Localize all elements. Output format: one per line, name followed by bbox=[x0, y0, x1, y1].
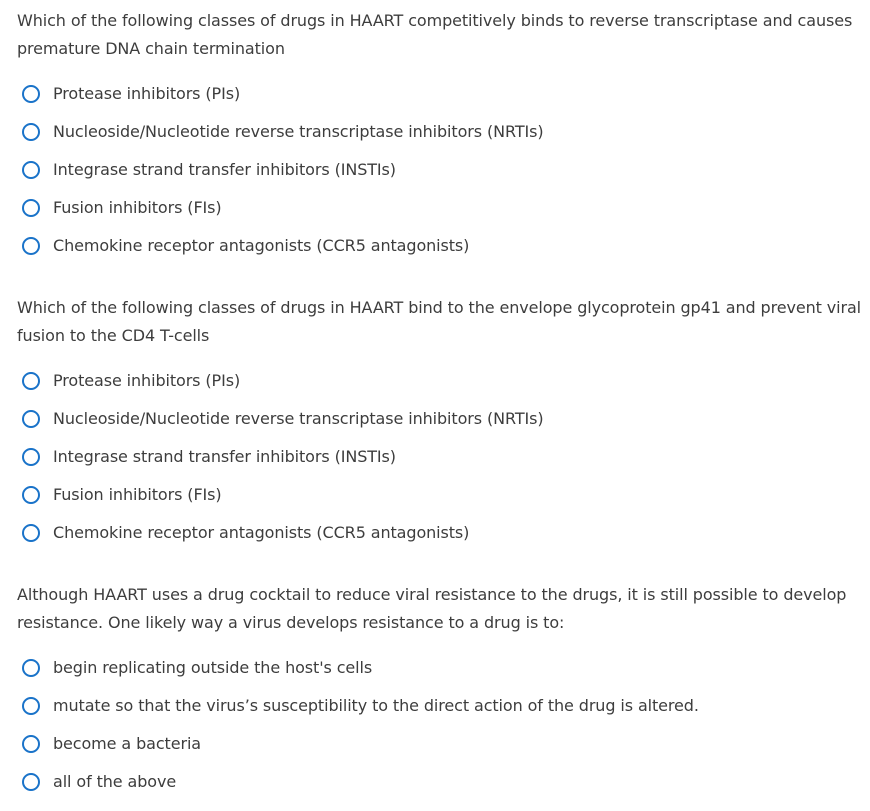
question-2-options bbox=[17, 362, 862, 552]
radio-button[interactable] bbox=[22, 161, 40, 179]
question-1-text: Which of the following classes of drugs in HAART competitively binds to reverse transcriptase and causes premature DNA chain termination bbox=[17, 11, 853, 58]
option-label: mutate so that the virus’s susceptibility to the direct action of the drug is altered. bbox=[53, 696, 699, 715]
radio-button[interactable] bbox=[22, 659, 40, 677]
question-1-options bbox=[17, 75, 862, 265]
radio-button[interactable] bbox=[22, 773, 40, 791]
question-3-text: Although HAART uses a drug cocktail to reduce viral resistance to the drugs, it is still possible to develop resistance. One likely way a virus develops resistance to a drug is to: bbox=[17, 585, 847, 632]
option-label: Nucleoside/Nucleotide reverse transcriptase inhibitors (NRTIs) bbox=[53, 122, 544, 141]
radio-button[interactable] bbox=[22, 85, 40, 103]
question-1 bbox=[17, 7, 862, 265]
q3-option-1[interactable] bbox=[17, 649, 862, 687]
q2-option-3[interactable] bbox=[17, 438, 862, 476]
radio-button[interactable] bbox=[22, 123, 40, 141]
q1-option-1[interactable] bbox=[17, 75, 862, 113]
q1-option-2[interactable] bbox=[17, 113, 862, 151]
radio-button[interactable] bbox=[22, 697, 40, 715]
radio-button[interactable] bbox=[22, 735, 40, 753]
quiz-container bbox=[17, 7, 862, 801]
q3-option-3[interactable] bbox=[17, 725, 862, 763]
question-2-text: Which of the following classes of drugs in HAART bind to the envelope glycoprotein gp41 and prevent viral fusion to the CD4 T-cells bbox=[17, 298, 862, 345]
q1-option-3[interactable] bbox=[17, 151, 862, 189]
q1-option-4[interactable] bbox=[17, 189, 862, 227]
option-label: Fusion inhibitors (FIs) bbox=[53, 198, 222, 217]
q1-option-5[interactable] bbox=[17, 227, 862, 265]
radio-button[interactable] bbox=[22, 237, 40, 255]
option-label: Fusion inhibitors (FIs) bbox=[53, 485, 222, 504]
option-label: all of the above bbox=[53, 772, 177, 791]
option-label: Chemokine receptor antagonists (CCR5 antagonists) bbox=[53, 236, 470, 255]
q2-option-2[interactable] bbox=[17, 400, 862, 438]
option-label: Protease inhibitors (PIs) bbox=[53, 84, 241, 103]
q2-option-1[interactable] bbox=[17, 362, 862, 400]
radio-button[interactable] bbox=[22, 410, 40, 428]
q2-option-4[interactable] bbox=[17, 476, 862, 514]
q2-option-5[interactable] bbox=[17, 514, 862, 552]
radio-button[interactable] bbox=[22, 524, 40, 542]
q3-option-4[interactable] bbox=[17, 763, 862, 801]
option-label: Chemokine receptor antagonists (CCR5 antagonists) bbox=[53, 523, 470, 542]
option-label: Nucleoside/Nucleotide reverse transcriptase inhibitors (NRTIs) bbox=[53, 409, 544, 428]
radio-button[interactable] bbox=[22, 486, 40, 504]
radio-button[interactable] bbox=[22, 448, 40, 466]
option-label: Protease inhibitors (PIs) bbox=[53, 371, 241, 390]
question-3-options bbox=[17, 649, 862, 801]
q3-option-2[interactable] bbox=[17, 687, 862, 725]
option-label: become a bacteria bbox=[53, 734, 201, 753]
option-label: begin replicating outside the host's cells bbox=[53, 658, 373, 677]
question-2 bbox=[17, 294, 862, 552]
option-label: Integrase strand transfer inhibitors (INSTIs) bbox=[53, 447, 396, 466]
option-label: Integrase strand transfer inhibitors (INSTIs) bbox=[53, 160, 396, 179]
radio-button[interactable] bbox=[22, 199, 40, 217]
question-3 bbox=[17, 581, 862, 801]
radio-button[interactable] bbox=[22, 372, 40, 390]
